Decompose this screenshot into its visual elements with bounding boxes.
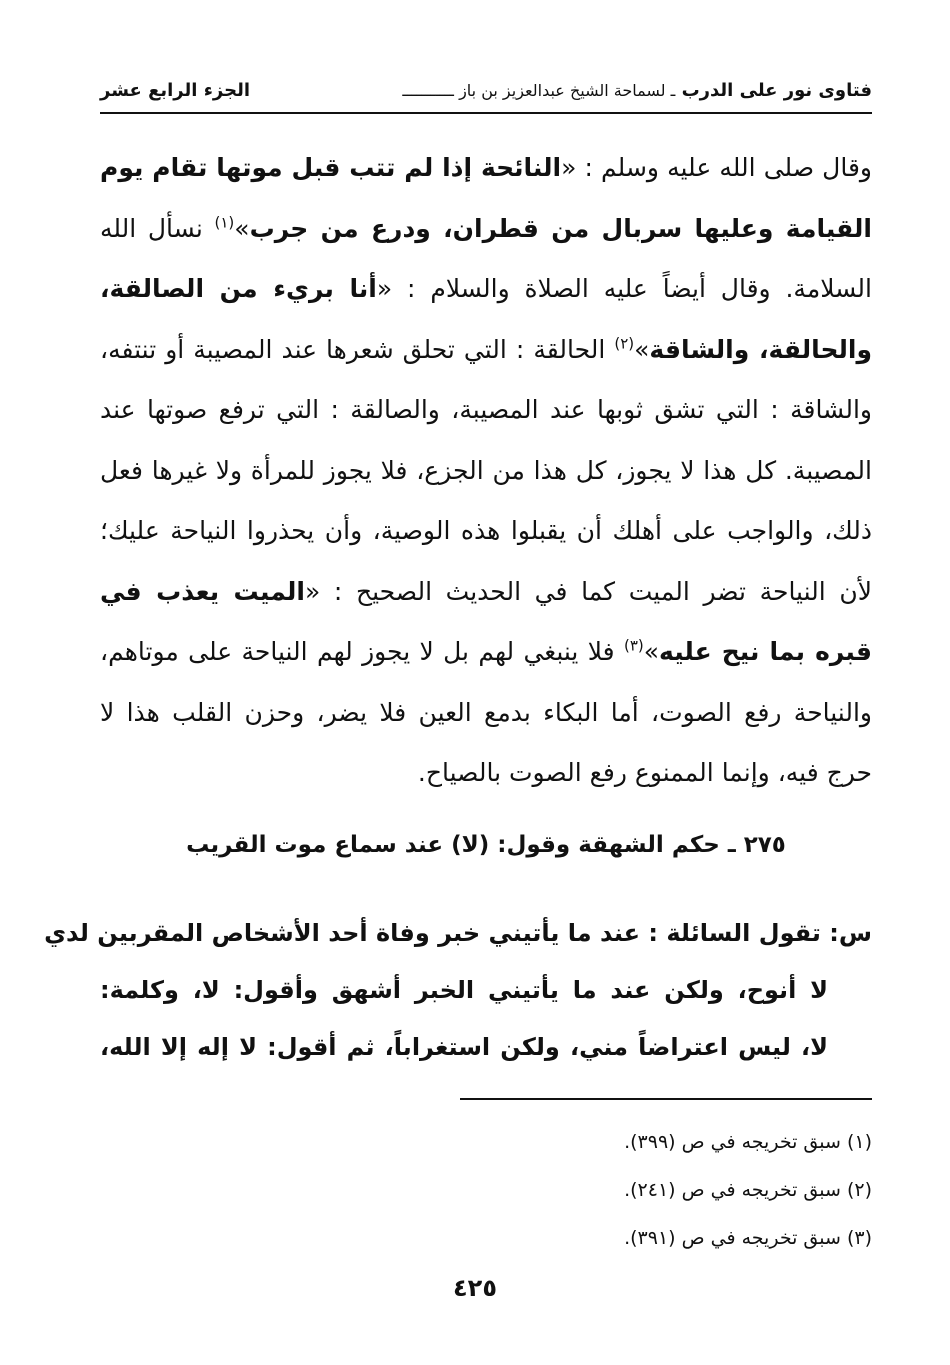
footnote-ref-1: (١)	[214, 213, 235, 232]
page-number: ٤٢٥	[453, 1274, 497, 1302]
footnote-item: (٢) سبق تخريجه في ص (٢٤١).	[624, 1179, 872, 1201]
question-line: لا أنوح، ولكن عند ما يأتيني الخبر أشهق وأقول: لا، وكلمة:	[100, 976, 828, 1004]
section-heading: ٢٧٥ ـ حكم الشهقة وقول: (لا) عند سماع موت القريب	[186, 832, 786, 858]
quote-mark: »	[234, 213, 250, 243]
hadith-quote: النائحة إذا لم تتب قبل موتها تقام يوم القيامة وعليها سربال من قطران، ودرع من جرب	[100, 153, 872, 243]
running-header	[100, 78, 872, 114]
footnote-ref-3: (٣)	[623, 636, 644, 655]
text-segment: الحالقة : التي تحلق شعرها عند المصيبة أو تنتفه، والشاقة : التي تشق ثوبها عند المصيبة، والصالقة : التي ترفع صوتها عند المصيبة. كل هذا لا يجوز، كل هذا من الجزع، فلا يجوز للمرأة ولا غيرها فعل ذلك، والواجب على أهلك أن يقبلوا هذه الوصية، وأن يحذروا النياحة عليك؛ لأن النياحة تضر الميت كما في الحديث الصحيح : «	[100, 334, 872, 606]
footnotes	[400, 1118, 872, 1262]
footnote-item: (٣) سبق تخريجه في ص (٣٩١).	[624, 1227, 872, 1249]
question-line: لا، ليس اعتراضاً مني، ولكن استغراباً، ثم أقول: لا إله إلا الله،	[100, 1033, 828, 1061]
book-title: فتاوى نور على الدرب	[681, 80, 872, 101]
main-paragraph	[100, 138, 872, 804]
volume-part: الجزء الرابع عشر	[100, 80, 250, 101]
footnote-item: (١) سبق تخريجه في ص (٣٩٩).	[624, 1131, 872, 1153]
hadith-quote: أنا بريء من الصالقة، والحالقة، والشاقة	[100, 274, 872, 364]
hadith-quote: الميت يعذب في قبره بما نيح عليه	[100, 576, 873, 666]
header-title	[402, 80, 872, 101]
footnote-divider	[460, 1098, 872, 1100]
footnote-ref-2: (٢)	[614, 334, 635, 353]
text-segment: نسأل الله السلامة. وقال أيضاً عليه الصلاة والسلام : «	[100, 213, 872, 303]
question-block	[44, 905, 872, 1076]
quote-mark: »	[643, 637, 660, 666]
author-line: ـ لسماحة الشيخ عبدالعزيز بن باز ـــــــــــ	[402, 81, 676, 100]
text-segment: وقال صلى الله عليه وسلم : «	[561, 153, 872, 182]
text-segment: فلا ينبغي لهم بل لا يجوز لهم النياحة على موتاهم، والنياحة رفع الصوت، أما البكاء بدمع العين فلا يضر، وحزن القلب هذا لا حرج فيه، وإنما الممنوع رفع الصوت بالصياح.	[100, 637, 872, 787]
question-line: س: تقول السائلة : عند ما يأتيني خبر وفاة أحد الأشخاص المقربين لدي	[44, 919, 872, 947]
quote-mark: »	[634, 334, 650, 364]
